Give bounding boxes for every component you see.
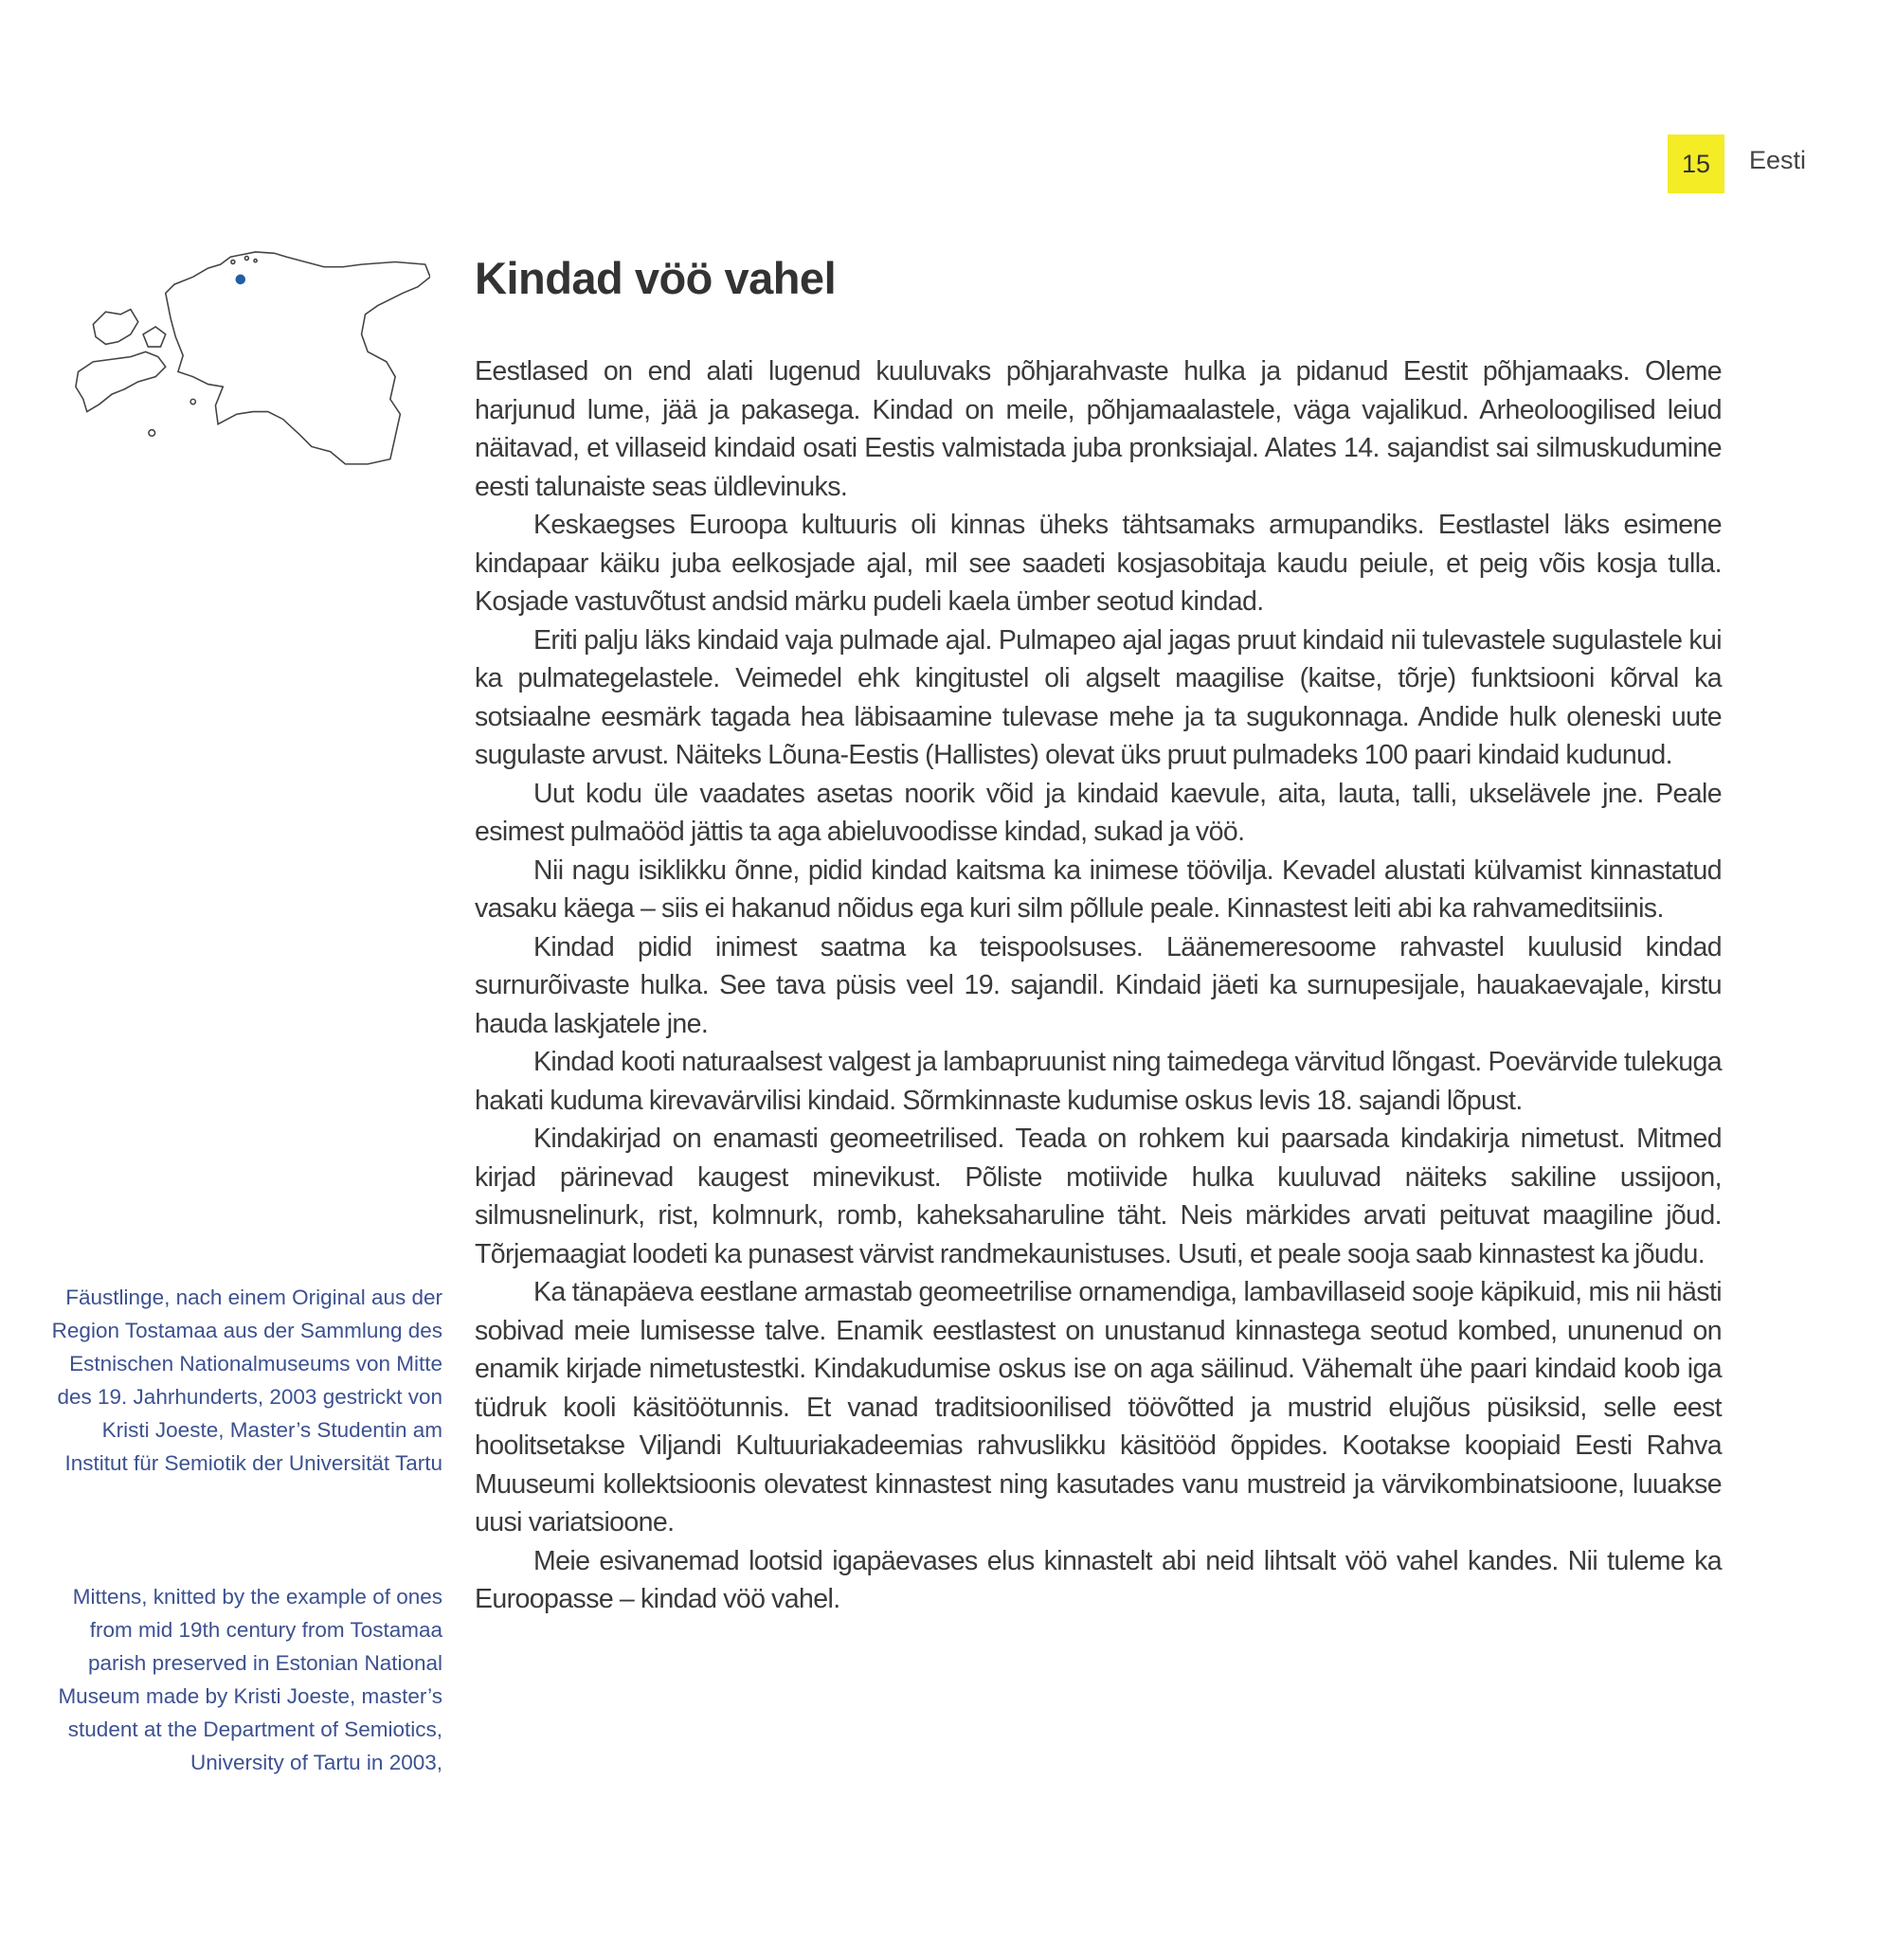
paragraph: Kindad kooti naturaalsest valgest ja lambapruunist ning taimedega värvitud lõngast. Poevärvide tulekuga hakati kuduma kirevavärvilisi kindaid. Sõrmkinnaste kudumise oskus levis 18. sajandi lõpust. bbox=[475, 1047, 1722, 1116]
paragraph: Ka tänapäeva eestlane armastab geomeetrilise ornamendiga, lambavillaseid sooje käpikuid, mis nii hästi sobivad meie lumisesse talve. Enamik eestlastest on unustanud kinnastega seotud kombed, ununenud on enamik kirjade nimetustestki. Kindakudumise oskus ise on aga säilinud. Vähemalt ühe paari kindaid koob iga tüdruk kooli käsitöötunnis. Et vanad traditsioonilised töövõtted ja mustrid elujõus püsiksid, selle eest hoolitsetakse Viljandi Kultuuriakadeemias rahvuslikku käsitööd õppides. Kootakse koopiaid Eesti Rahva Muuseumi kollektsioonis olevatest kinnastest ning kasutades vanu mustreid ja värvikombinatsioone, luuakse uusi variatsioone. bbox=[475, 1277, 1722, 1537]
saaremaa-outline bbox=[76, 351, 166, 411]
location-marker bbox=[236, 275, 246, 285]
paragraph: Keskaegses Euroopa kultuuris oli kinnas üheks tähtsamaks armupandiks. Eestlastel läks esimene kindapaar käiku juba eelkosjade ajal, mil see saadeti kosjasobitaja kaudu peiule, et peig võis kosja tulla. Kosjade vastuvõtust andsid märku pudeli kaela ümber seotud kindad. bbox=[475, 510, 1722, 617]
caption-german: Fäustlinge, nach einem Original aus der Region Tostamaa aus der Sammlung des Estnischen Nationalmuseums von Mitte des 19. Jahrhunderts, 2003 gestrickt von Kristi Joeste, Master’s Studentin am Institut für Semiotik der Universität Tartu bbox=[51, 1286, 442, 1475]
mainland-outline bbox=[166, 252, 430, 464]
section-label: Eesti bbox=[1749, 146, 1807, 174]
paragraph: Kindad pidid inimest saatma ka teispoolsuses. Läänemeresoome rahvastel kuulusid kindad surnurõivaste hulka. See tava püsis veel 19. sajandil. Kindaid jäeti ka surnupesijale, hauakaevajale, kirstu hauda laskjatele jne. bbox=[475, 931, 1722, 1039]
hiiumaa-outline bbox=[93, 310, 137, 345]
article-title: Kindad vöö vahel bbox=[475, 253, 837, 303]
paragraph: Uut kodu üle vaadates asetas noorik võid ja kindaid kaevule, aita, lauta, talli, ukselävele jne. Peale esimest pulmaööd jättis ta aga abieluvoodisse kindad, sukad ja vöö. bbox=[475, 778, 1722, 847]
paragraph: Kindakirjad on enamasti geomeetrilised. Teada on rohkem kui paarsada kindakirja nimetust. Mitmed kirjad pärinevad kaugest minevikust. Põliste motiivide hulka kuuluvad näiteks sakiline ussijoon, silmusnelinurk, rist, kolmnurk, romb, kaheksaharuline täht. Neis märkides arvati peituvat maagiline jõud. Tõrjemaagiat loodeti ka punasest värvist randmekaunistuses. Usuti, et peale sooja saab kinnastest ka jõudu. bbox=[475, 1124, 1722, 1269]
paragraph: Meie esivanemad lootsid igapäevases elus kinnastelt abi neid lihtsalt vöö vahel kandes. Nii tuleme ka Euroopasse – kindad vöö vahel. bbox=[475, 1545, 1722, 1614]
article-body bbox=[475, 352, 1722, 1619]
page-number-badge bbox=[1668, 135, 1724, 193]
caption-english: Mittens, knitted by the example of ones from mid 19th century from Tostamaa parish preserved in Estonian National Museum made by Kristi Joeste, master’s student at the Department of Semiotics, University of Tartu in 2003, bbox=[58, 1585, 442, 1774]
muhu-outline bbox=[143, 327, 166, 347]
estonia-map-icon bbox=[68, 237, 430, 468]
paragraph: Nii nagu isiklikku õnne, pidid kindad kaitsma ka inimese töövilja. Kevadel alustati külvamist kinnastatud vasaku käega – siis ei hakanud nõidus ega kuri silm põllule peale. Kinnastest leiti abi ka rahvameditsiinis. bbox=[475, 854, 1722, 924]
paragraph: Eestlased on end alati lugenud kuuluvaks põhjarahvaste hulka ja pidanud Eestit põhjamaaks. Oleme harjunud lume, jää ja pakasega. Kindad on meile, põhjamaalastele, väga vajalikud. Arheoloogilised leiud näitavad, et villaseid kindaid osati Eestis valmistada juba pronksiajal. Alates 14. sajandist sai silmuskudumine eesti talunaiste seas üldlevinuks. bbox=[475, 356, 1722, 502]
paragraph: Eriti palju läks kindaid vaja pulmade ajal. Pulmapeo ajal jagas pruut kindaid nii tulevastele sugulastele kui ka pulmategelastele. Veimedel ehk kingitustel oli algselt maagilise (kaitse, tõrje) funktsiooni kõrval ka sotsiaalne eesmärk tagada hea läbisaamine tulevase mehe ja ta sugukonnaga. Andide hulk oleneski uute sugulaste arvust. Näiteks Lõuna-Eestis (Hallistes) olevat üks pruut pulmadeks 100 paari kindaid kudunud. bbox=[475, 624, 1722, 770]
page-number: 15 bbox=[1681, 149, 1711, 178]
